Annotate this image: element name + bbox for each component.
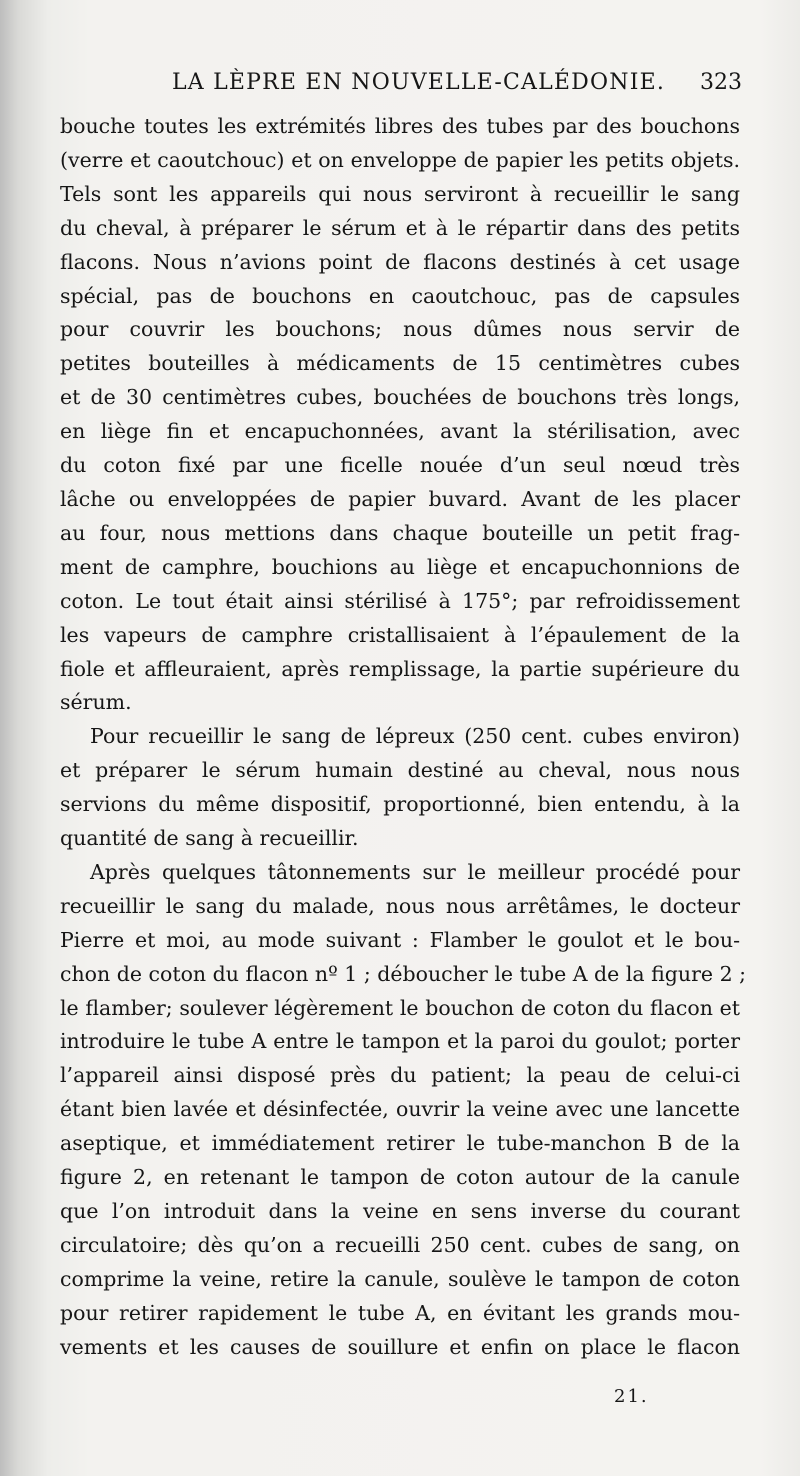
text-line: fiole et affleuraient, après remplissage, la partie supérieure du	[60, 656, 740, 681]
text-line: aseptique, et immédiatement retirer le tube-manchon B de la	[60, 1131, 740, 1156]
text-line: et de 30 centimètres cubes, bouchées de bouchons très longs,	[60, 385, 740, 410]
text-line: étant bien lavée et désinfectée, ouvrir la veine avec une lancette	[60, 1097, 740, 1122]
text-line: Après quelques tâtonnements sur le meilleur procédé pour	[90, 859, 740, 884]
text-line: pour couvrir les bouchons; nous dûmes nous servir de	[60, 317, 740, 342]
text-line: coton. Le tout était ainsi stérilisé à 175°; par refroidissement	[60, 588, 740, 613]
text-line: Pierre et moi, au mode suivant : Flamber le goulot et le bou-	[60, 927, 740, 952]
text-line: en liège fin et encapuchonnées, avant la stérilisation, avec	[60, 419, 740, 444]
text-line: recueillir le sang du malade, nous nous arrêtâmes, le docteur	[60, 893, 740, 918]
paragraph	[60, 110, 740, 720]
paragraph	[60, 720, 740, 856]
page-number: 323	[700, 70, 742, 95]
text-line: ment de camphre, bouchions au liège et encapuchonnions de	[60, 554, 740, 579]
text-line: introduire le tube A entre le tampon et la paroi du goulot; porter	[60, 1029, 740, 1054]
text-line: servions du même dispositif, proportionné, bien entendu, à la	[60, 792, 740, 817]
text-line: Pour recueillir le sang de lépreux (250 cent. cubes environ)	[90, 724, 740, 749]
text-line: sérum.	[60, 690, 132, 715]
text-line: comprime la veine, retire la canule, soulève le tampon de coton	[60, 1266, 740, 1291]
text-line: l’appareil ainsi disposé près du patient; la peau de celui-ci	[60, 1063, 740, 1088]
text-line: lâche ou enveloppées de papier buvard. Avant de les placer	[60, 486, 740, 511]
text-line: spécial, pas de bouchons en caoutchouc, pas de capsules	[60, 283, 740, 308]
text-line: pour retirer rapidement le tube A, en évitant les grands mou-	[60, 1300, 740, 1325]
text-line: du cheval, à préparer le sérum et à le répartir dans des petits	[60, 215, 740, 240]
body-text	[60, 110, 747, 1365]
text-line: petites bouteilles à médicaments de 15 centimètres cubes	[60, 351, 740, 376]
text-line: du coton fixé par une ficelle nouée d’un seul nœud très	[60, 453, 740, 478]
text-line: que l’on introduit dans la veine en sens inverse du courant	[60, 1199, 740, 1223]
text-line: et préparer le sérum humain destiné au cheval, nous nous	[60, 758, 740, 783]
text-line: figure 2, en retenant le tampon de coton autour de la canule	[60, 1165, 740, 1190]
text-line: vements et les causes de souillure et enfin on place le flacon	[60, 1334, 740, 1359]
signature-mark: 21.	[614, 1386, 649, 1407]
paragraph	[60, 856, 747, 1365]
text-line: flacons. Nous n’avions point de flacons destinés à cet usage	[60, 249, 740, 274]
text-line: circulatoire; dès qu’on a recueilli 250 cent. cubes de sang, on	[60, 1232, 740, 1257]
running-title: LA LÈPRE EN NOUVELLE-CALÉDONIE.	[172, 70, 666, 95]
text-line: chon de coton du flacon nº 1 ; déboucher le tube A de la figure 2 ;	[60, 961, 747, 986]
text-line: le flamber; soulever légèrement le bouchon de coton du flacon et	[60, 995, 740, 1020]
text-line: Tels sont les appareils qui nous serviront à recueillir le sang	[60, 181, 740, 206]
text-line: (verre et caoutchouc) et on enveloppe de papier les petits objets.	[60, 147, 740, 172]
text-line: les vapeurs de camphre cristallisaient à l’épaulement de la	[60, 622, 740, 647]
text-line: bouche toutes les extrémités libres des tubes par des bouchons	[60, 114, 740, 138]
page-header	[172, 70, 742, 104]
text-line: au four, nous mettions dans chaque bouteille un petit frag-	[60, 520, 740, 545]
text-line: quantité de sang à recueillir.	[60, 826, 359, 851]
